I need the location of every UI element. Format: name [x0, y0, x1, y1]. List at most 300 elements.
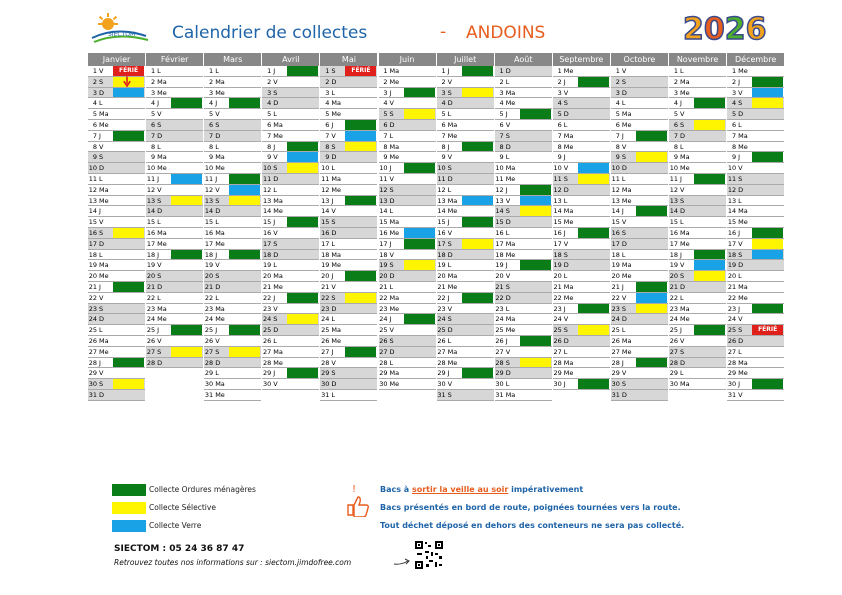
day-cell [669, 368, 726, 379]
day-number: 7 [673, 131, 678, 140]
collection-mark-blue [694, 260, 725, 270]
collection-mark-green [287, 293, 318, 303]
day-cell [611, 152, 668, 163]
day-number: 24 [146, 315, 156, 324]
day-number: 5 [441, 110, 446, 119]
note-line-3: Tout déchet déposé en dehors des conteneurs ne sera pas collecté. [380, 521, 685, 530]
day-number: 6 [499, 121, 504, 129]
day-cell [495, 120, 552, 131]
day-cell [88, 379, 145, 390]
day-cell [495, 174, 552, 185]
weekday-label: V [331, 283, 336, 291]
day-number: 26 [88, 337, 97, 345]
weekday-label: Me [389, 77, 400, 86]
day-number: 30 [379, 380, 388, 389]
day-cell [146, 260, 203, 271]
day-cell [146, 185, 203, 196]
day-cell [611, 358, 668, 369]
day-number: 18 [146, 250, 156, 259]
collection-mark-yellow [404, 260, 435, 270]
day-number: 31 [495, 391, 504, 399]
day-number: 13 [88, 196, 97, 205]
weekday-label: Ma [447, 196, 458, 205]
weekday-label: Me [273, 283, 283, 291]
collection-mark-green [636, 206, 667, 216]
day-cell [495, 250, 552, 261]
day-number: 28 [379, 358, 388, 367]
day-cell [669, 206, 726, 217]
day-cell [669, 185, 726, 196]
day-cell [379, 88, 436, 99]
day-cell [262, 163, 319, 174]
weekday-label: D [738, 337, 744, 345]
day-number: 8 [673, 142, 678, 151]
day-number: 15 [495, 218, 504, 227]
day-cell [437, 347, 494, 358]
weekday-label: S [99, 229, 104, 237]
weekday-label: J [738, 153, 741, 162]
month-header: Janvier [88, 53, 145, 66]
weekday-label: J [215, 250, 218, 259]
day-number: 24 [611, 315, 620, 324]
day-cell [727, 152, 784, 163]
collection-mark-yellow [462, 239, 493, 249]
weekday-label: J [215, 326, 218, 335]
day-number: 5 [499, 110, 504, 119]
weekday-label: D [331, 229, 337, 237]
day-cell [88, 142, 145, 153]
legend-label: Collecte Ordures ménagères [149, 485, 256, 494]
collection-mark-green [229, 250, 260, 260]
weekday-label: Ma [738, 131, 748, 140]
day-cell [611, 163, 668, 174]
weekday-label: L [505, 304, 510, 313]
day-number: 19 [379, 261, 388, 270]
day-number: 21 [204, 283, 214, 291]
collection-mark-green [113, 131, 144, 141]
weekday-label: Ma [99, 261, 109, 270]
day-number: 16 [727, 229, 737, 237]
weekday-label: D [738, 110, 744, 119]
day-cell [204, 271, 261, 282]
day-number: 24 [321, 315, 330, 324]
day-cell [553, 131, 610, 142]
weekday-label: L [563, 121, 568, 129]
day-cell [320, 271, 377, 282]
day-number: 19 [146, 261, 156, 270]
day-number: 25 [495, 326, 504, 335]
day-number: 21 [321, 283, 330, 291]
note-line-1 [380, 485, 583, 494]
day-number: 9 [92, 153, 97, 162]
weekday-label: Ma [505, 88, 516, 97]
day-cell [320, 314, 377, 325]
day-number: 27 [669, 347, 678, 356]
collection-mark-green [520, 109, 551, 119]
weekday-label: L [215, 67, 219, 75]
weekday-label: L [215, 369, 219, 378]
day-cell [320, 260, 377, 271]
weekday-label: J [389, 88, 392, 97]
collection-mark-green [578, 77, 609, 87]
day-cell [320, 206, 377, 217]
day-cell [611, 271, 668, 282]
day-cell [727, 379, 784, 390]
day-cell [262, 250, 319, 261]
day-number: 9 [267, 153, 272, 162]
day-cell [379, 228, 436, 239]
weekday-label: Me [447, 131, 458, 140]
weekday-label: J [505, 185, 508, 194]
day-cell [204, 390, 261, 401]
day-cell [669, 109, 726, 120]
day-cell [146, 98, 203, 109]
day-cell [437, 152, 494, 163]
day-cell [437, 206, 494, 217]
day-cell [320, 109, 377, 120]
weekday-label: J [738, 380, 741, 389]
day-cell [553, 282, 610, 293]
day-cell [146, 142, 203, 153]
day-number: 23 [611, 304, 620, 313]
day-cell [727, 131, 784, 142]
weekday-label: D [563, 110, 569, 119]
weekday-label: J [505, 261, 508, 270]
weekday-label: S [563, 326, 568, 335]
day-cell [88, 98, 145, 109]
month-header: Décembre [727, 53, 784, 66]
day-number: 28 [263, 358, 272, 367]
day-number: 7 [92, 131, 97, 140]
day-cell [437, 66, 494, 77]
day-number: 19 [204, 261, 214, 270]
legend-item-selective [112, 502, 372, 514]
day-cell [204, 379, 261, 390]
weekday-label: D [389, 121, 395, 129]
day-number: 1 [383, 67, 388, 75]
collection-mark-blue [113, 88, 144, 98]
weekday-label: Ma [680, 153, 690, 162]
weekday-label: V [99, 293, 104, 302]
collection-mark-blue [462, 196, 493, 206]
day-cell [320, 131, 377, 142]
day-number: 20 [611, 272, 620, 281]
qr-code-icon[interactable] [414, 540, 444, 570]
day-number: 25 [88, 326, 97, 335]
weekday-label: Me [563, 293, 574, 302]
legend-label: Collecte Verre [149, 521, 202, 530]
day-cell [727, 109, 784, 120]
weekday-label: Ma [331, 250, 341, 259]
collection-mark-yellow [694, 120, 725, 130]
weekday-label: V [621, 369, 627, 378]
weekday-label: V [563, 88, 569, 97]
day-number: 10 [321, 164, 330, 173]
day-number: 11 [437, 175, 446, 183]
day-cell [204, 228, 261, 239]
day-number: 14 [88, 207, 97, 216]
day-cell [379, 185, 436, 196]
day-number: 4 [499, 99, 504, 108]
day-cell [320, 347, 377, 358]
day-number: 21 [88, 283, 97, 291]
day-number: 15 [437, 218, 446, 227]
day-cell [320, 142, 377, 153]
weekday-label: Ma [389, 369, 400, 378]
day-cell [320, 152, 377, 163]
day-cell [204, 174, 261, 185]
day-cell [320, 358, 377, 369]
weekday-label: D [99, 88, 105, 97]
weekday-label: J [738, 77, 741, 86]
day-number: 12 [204, 185, 214, 194]
month-header: Octobre [611, 53, 668, 66]
day-cell [727, 185, 784, 196]
day-cell [611, 174, 668, 185]
day-number: 8 [325, 142, 330, 151]
day-number: 22 [204, 293, 214, 302]
day-cell [553, 260, 610, 271]
weekday-label: Me [99, 121, 109, 129]
weekday-label: V [447, 229, 453, 237]
day-number: 4 [150, 99, 156, 108]
day-cell [437, 196, 494, 207]
day-cell [88, 185, 145, 196]
day-number: 6 [731, 121, 737, 129]
day-cell [204, 336, 261, 347]
collection-mark-green [520, 185, 551, 195]
day-cell [669, 293, 726, 304]
day-cell [204, 163, 261, 174]
day-cell [204, 358, 261, 369]
day-cell [553, 174, 610, 185]
weekday-label: D [621, 88, 627, 97]
day-cell [669, 358, 726, 369]
day-cell [727, 347, 784, 358]
day-cell [669, 196, 726, 207]
day-cell [379, 282, 436, 293]
weekday-label: Ma [99, 110, 109, 119]
weekday-label: Me [621, 196, 632, 205]
weekday-label: Ma [563, 358, 574, 367]
day-cell [379, 260, 436, 271]
day-number: 11 [263, 175, 272, 183]
weekday-label: Me [738, 293, 748, 302]
collection-mark-yellow [462, 88, 493, 98]
day-cell [379, 325, 436, 336]
day-number: 8 [150, 142, 156, 151]
day-number: 4 [325, 99, 330, 108]
day-number: 19 [437, 261, 446, 270]
day-cell [553, 368, 610, 379]
day-number: 6 [267, 121, 272, 129]
weekday-label: D [157, 131, 163, 140]
weekday-label: L [331, 88, 336, 97]
day-number: 9 [383, 153, 388, 162]
day-cell [611, 228, 668, 239]
day-number: 21 [495, 283, 504, 291]
day-cell [437, 368, 494, 379]
contact-site: Retrouvez toutes nos informations sur : siectom.jimdofree.com [114, 558, 352, 567]
day-cell [553, 152, 610, 163]
day-cell [379, 358, 436, 369]
day-number: 27 [204, 347, 214, 356]
weekday-label: Ma [680, 380, 690, 389]
day-cell [553, 98, 610, 109]
collection-mark-green [171, 250, 202, 260]
day-number: 21 [146, 283, 156, 291]
day-number: 18 [263, 250, 272, 259]
day-number: 17 [669, 239, 678, 248]
day-cell [262, 271, 319, 282]
weekday-label: Ma [215, 153, 225, 162]
weekday-label: V [563, 164, 569, 173]
day-number: 27 [727, 347, 737, 356]
day-cell [146, 358, 203, 369]
day-cell [146, 304, 203, 315]
day-cell [495, 282, 552, 293]
weekday-label: S [215, 196, 220, 205]
day-number: 30 [204, 380, 214, 389]
weekday-label: Me [563, 369, 574, 378]
day-cell [262, 358, 319, 369]
day-cell [611, 293, 668, 304]
day-cell [553, 120, 610, 131]
collection-mark-green [752, 152, 783, 162]
day-number: 14 [321, 207, 330, 216]
note-line-1-c: impérativement [508, 485, 584, 494]
day-cell [88, 282, 145, 293]
weekday-label: Me [273, 131, 283, 140]
commune-name: ANDOINS [466, 23, 546, 43]
month-header: Juillet [437, 53, 494, 66]
weekday-label: Ma [680, 77, 690, 86]
day-cell [379, 109, 436, 120]
weekday-label: V [621, 293, 627, 302]
day-cell [262, 293, 319, 304]
weekday-label: V [738, 239, 743, 248]
day-cell [727, 282, 784, 293]
day-number: 2 [673, 77, 678, 86]
day-cell [146, 152, 203, 163]
day-number: 22 [88, 293, 97, 302]
weekday-label: J [389, 315, 392, 324]
day-number: 23 [727, 304, 737, 313]
day-cell [727, 174, 784, 185]
weekday-label: V [447, 153, 453, 162]
collection-mark-green [462, 142, 493, 152]
weekday-label: V [331, 358, 336, 367]
day-number: 9 [673, 153, 678, 162]
day-cell [146, 239, 203, 250]
day-number: 10 [263, 164, 272, 173]
day-cell [553, 250, 610, 261]
day-number: 29 [88, 369, 97, 378]
weekday-label: Ma [215, 304, 225, 313]
day-cell [437, 131, 494, 142]
day-cell [495, 368, 552, 379]
day-number: 18 [379, 250, 388, 259]
weekday-label: Me [331, 185, 341, 194]
collection-mark-blue [636, 293, 667, 303]
weekday-label: S [99, 153, 104, 162]
day-number: 3 [673, 88, 678, 97]
weekday-label: V [157, 261, 162, 270]
weekday-label: L [99, 326, 103, 335]
day-cell [262, 98, 319, 109]
weekday-label: Me [99, 272, 109, 281]
collection-mark-green [404, 239, 435, 249]
weekday-label: D [215, 207, 221, 216]
day-cell [437, 185, 494, 196]
month-header: Novembre [669, 53, 726, 66]
weekday-label: S [505, 131, 510, 140]
weekday-label: J [621, 207, 624, 216]
day-cell [204, 304, 261, 315]
day-cell [262, 185, 319, 196]
day-number: 13 [553, 196, 562, 205]
day-cell [320, 88, 377, 99]
weekday-label: L [331, 239, 336, 248]
day-cell [320, 239, 377, 250]
day-number: 6 [557, 121, 562, 129]
day-cell [727, 77, 784, 88]
weekday-label: L [273, 185, 277, 194]
collection-mark-green [404, 314, 435, 324]
weekday-label: Ma [447, 347, 458, 356]
day-number: 9 [209, 153, 214, 162]
collection-mark-blue [229, 185, 260, 195]
day-cell [727, 271, 784, 282]
day-cell [669, 260, 726, 271]
day-cell [553, 109, 610, 120]
day-cell [553, 271, 610, 282]
weekday-label: D [331, 304, 337, 313]
weekday-label: J [680, 326, 682, 335]
weekday-label: D [505, 142, 511, 151]
weekday-label: Ma [389, 67, 400, 75]
day-number: 19 [727, 261, 737, 270]
day-cell [495, 293, 552, 304]
day-cell [146, 217, 203, 228]
day-number: 13 [669, 196, 678, 205]
year-digit: 6 [745, 12, 767, 47]
day-number: 10 [611, 164, 620, 173]
weekday-label: V [621, 67, 627, 75]
day-cell [88, 336, 145, 347]
day-number: 16 [611, 229, 620, 237]
day-number: 18 [611, 250, 620, 259]
day-number: 6 [325, 121, 330, 129]
day-number: 22 [263, 293, 272, 302]
day-cell [88, 120, 145, 131]
day-cell [495, 206, 552, 217]
day-number: 30 [553, 380, 562, 389]
day-number: 5 [150, 110, 156, 119]
day-number: 3 [615, 88, 620, 97]
collection-mark-yellow [171, 347, 202, 357]
weekday-label: S [331, 67, 336, 75]
day-number: 2 [557, 77, 562, 86]
day-cell [437, 228, 494, 239]
weekday-label: L [738, 272, 742, 281]
day-cell [437, 174, 494, 185]
weekday-label: L [273, 337, 277, 345]
weekday-label: L [99, 99, 103, 108]
day-number: 25 [437, 326, 446, 335]
day-cell [262, 314, 319, 325]
weekday-label: V [389, 99, 394, 108]
